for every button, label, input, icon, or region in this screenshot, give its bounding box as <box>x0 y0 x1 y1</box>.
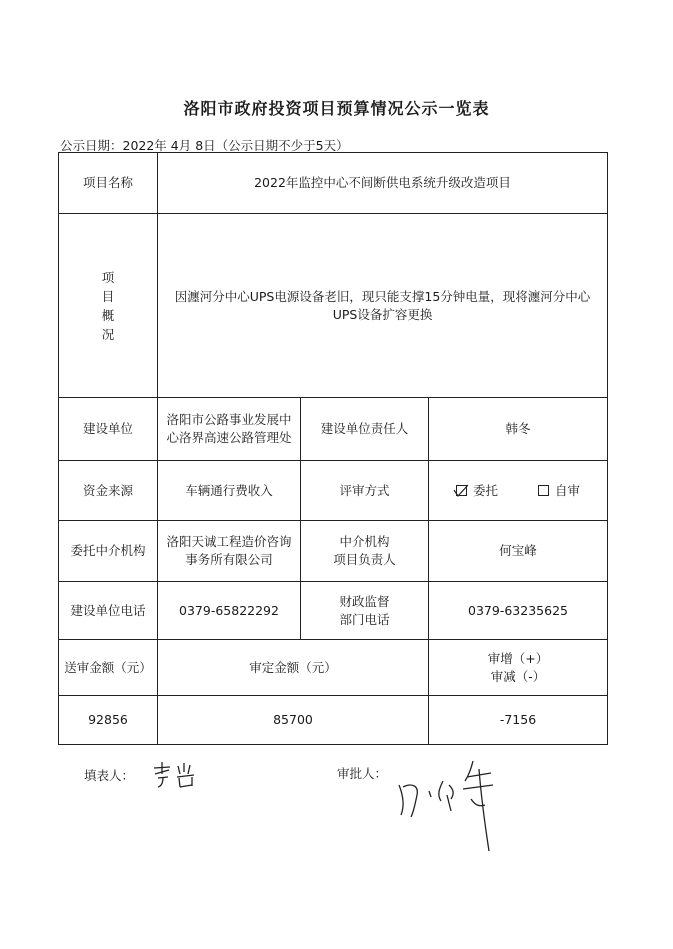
agency-head-value: 何宝峰 <box>429 521 608 582</box>
agency-head-label <box>301 521 429 582</box>
project-name-value: 2022年监控中心不间断供电系统升级改造项目 <box>158 153 608 214</box>
builder-head-label: 建设单位责任人 <box>301 398 429 461</box>
document-title: 洛阳市政府投资项目预算情况公示一览表 <box>183 99 490 118</box>
agency-label: 委托中介机构 <box>59 521 158 582</box>
diff-value: -7156 <box>429 696 608 745</box>
review-option-self: 自审 <box>554 482 580 498</box>
agency-value: 洛阳天诚工程造价咨询事务所有限公司 <box>158 521 301 582</box>
diff-label <box>429 640 608 696</box>
filler-signature <box>150 760 202 790</box>
overview-label-char: 况 <box>101 326 115 342</box>
builder-value: 洛阳市公路事业发展中心洛界高速公路管理处 <box>158 398 301 461</box>
approver-label: 审批人： <box>337 766 388 781</box>
agency-head-label-line2: 项目负责人 <box>333 552 396 567</box>
overview-label <box>59 214 158 398</box>
fund-value: 车辆通行费收入 <box>158 461 301 521</box>
phone-label: 建设单位电话 <box>59 582 158 640</box>
review-method-label: 评审方式 <box>301 461 429 521</box>
budget-table <box>58 152 608 745</box>
approved-amount-value: 85700 <box>158 696 429 745</box>
row-builder <box>59 398 608 461</box>
finance-phone-value: 0379-63235625 <box>429 582 608 640</box>
row-overview <box>59 214 608 398</box>
fund-label: 资金来源 <box>59 461 158 521</box>
phone-value: 0379-65822292 <box>158 582 301 640</box>
project-name-label: 项目名称 <box>59 153 158 214</box>
finance-phone-label <box>301 582 429 640</box>
overview-label-char: 目 <box>101 288 115 304</box>
builder-label: 建设单位 <box>59 398 158 461</box>
row-fund <box>59 461 608 521</box>
overview-value: 因瀍河分中心UPS电源设备老旧，现只能支撑15分钟电量，现将瀍河分中心UPS设备扩容更换 <box>158 214 608 398</box>
agency-head-label-line1: 中介机构 <box>339 534 390 549</box>
submit-amount-label: 送审金额（元） <box>59 640 158 696</box>
diff-label-increase: 审增（+） <box>487 650 549 666</box>
overview-label-char: 概 <box>101 307 115 323</box>
finance-phone-label-line2: 部门电话 <box>339 611 390 627</box>
finance-phone-label-line1: 财政监督 <box>339 593 390 609</box>
row-amount-header <box>59 640 608 696</box>
row-project-name <box>59 153 608 214</box>
row-phone <box>59 582 608 640</box>
row-agency <box>59 521 608 582</box>
approved-amount-label: 审定金额（元） <box>158 640 429 696</box>
row-amount-values <box>59 696 608 745</box>
filler-label: 填表人： <box>84 768 135 783</box>
approver-signature <box>393 755 503 855</box>
review-option-entrust: 委托 <box>473 482 499 498</box>
builder-head-value: 韩冬 <box>429 398 608 461</box>
check-mark-icon <box>453 484 469 498</box>
submit-amount-value: 92856 <box>59 696 158 745</box>
review-method-options <box>429 461 608 521</box>
publication-date: 公示日期：2022年 4月 8日（公示日期不少于5天） <box>60 138 349 153</box>
checkbox-self-review <box>538 485 549 496</box>
diff-label-decrease: 审减（-） <box>490 668 546 684</box>
overview-label-char: 项 <box>101 269 115 285</box>
